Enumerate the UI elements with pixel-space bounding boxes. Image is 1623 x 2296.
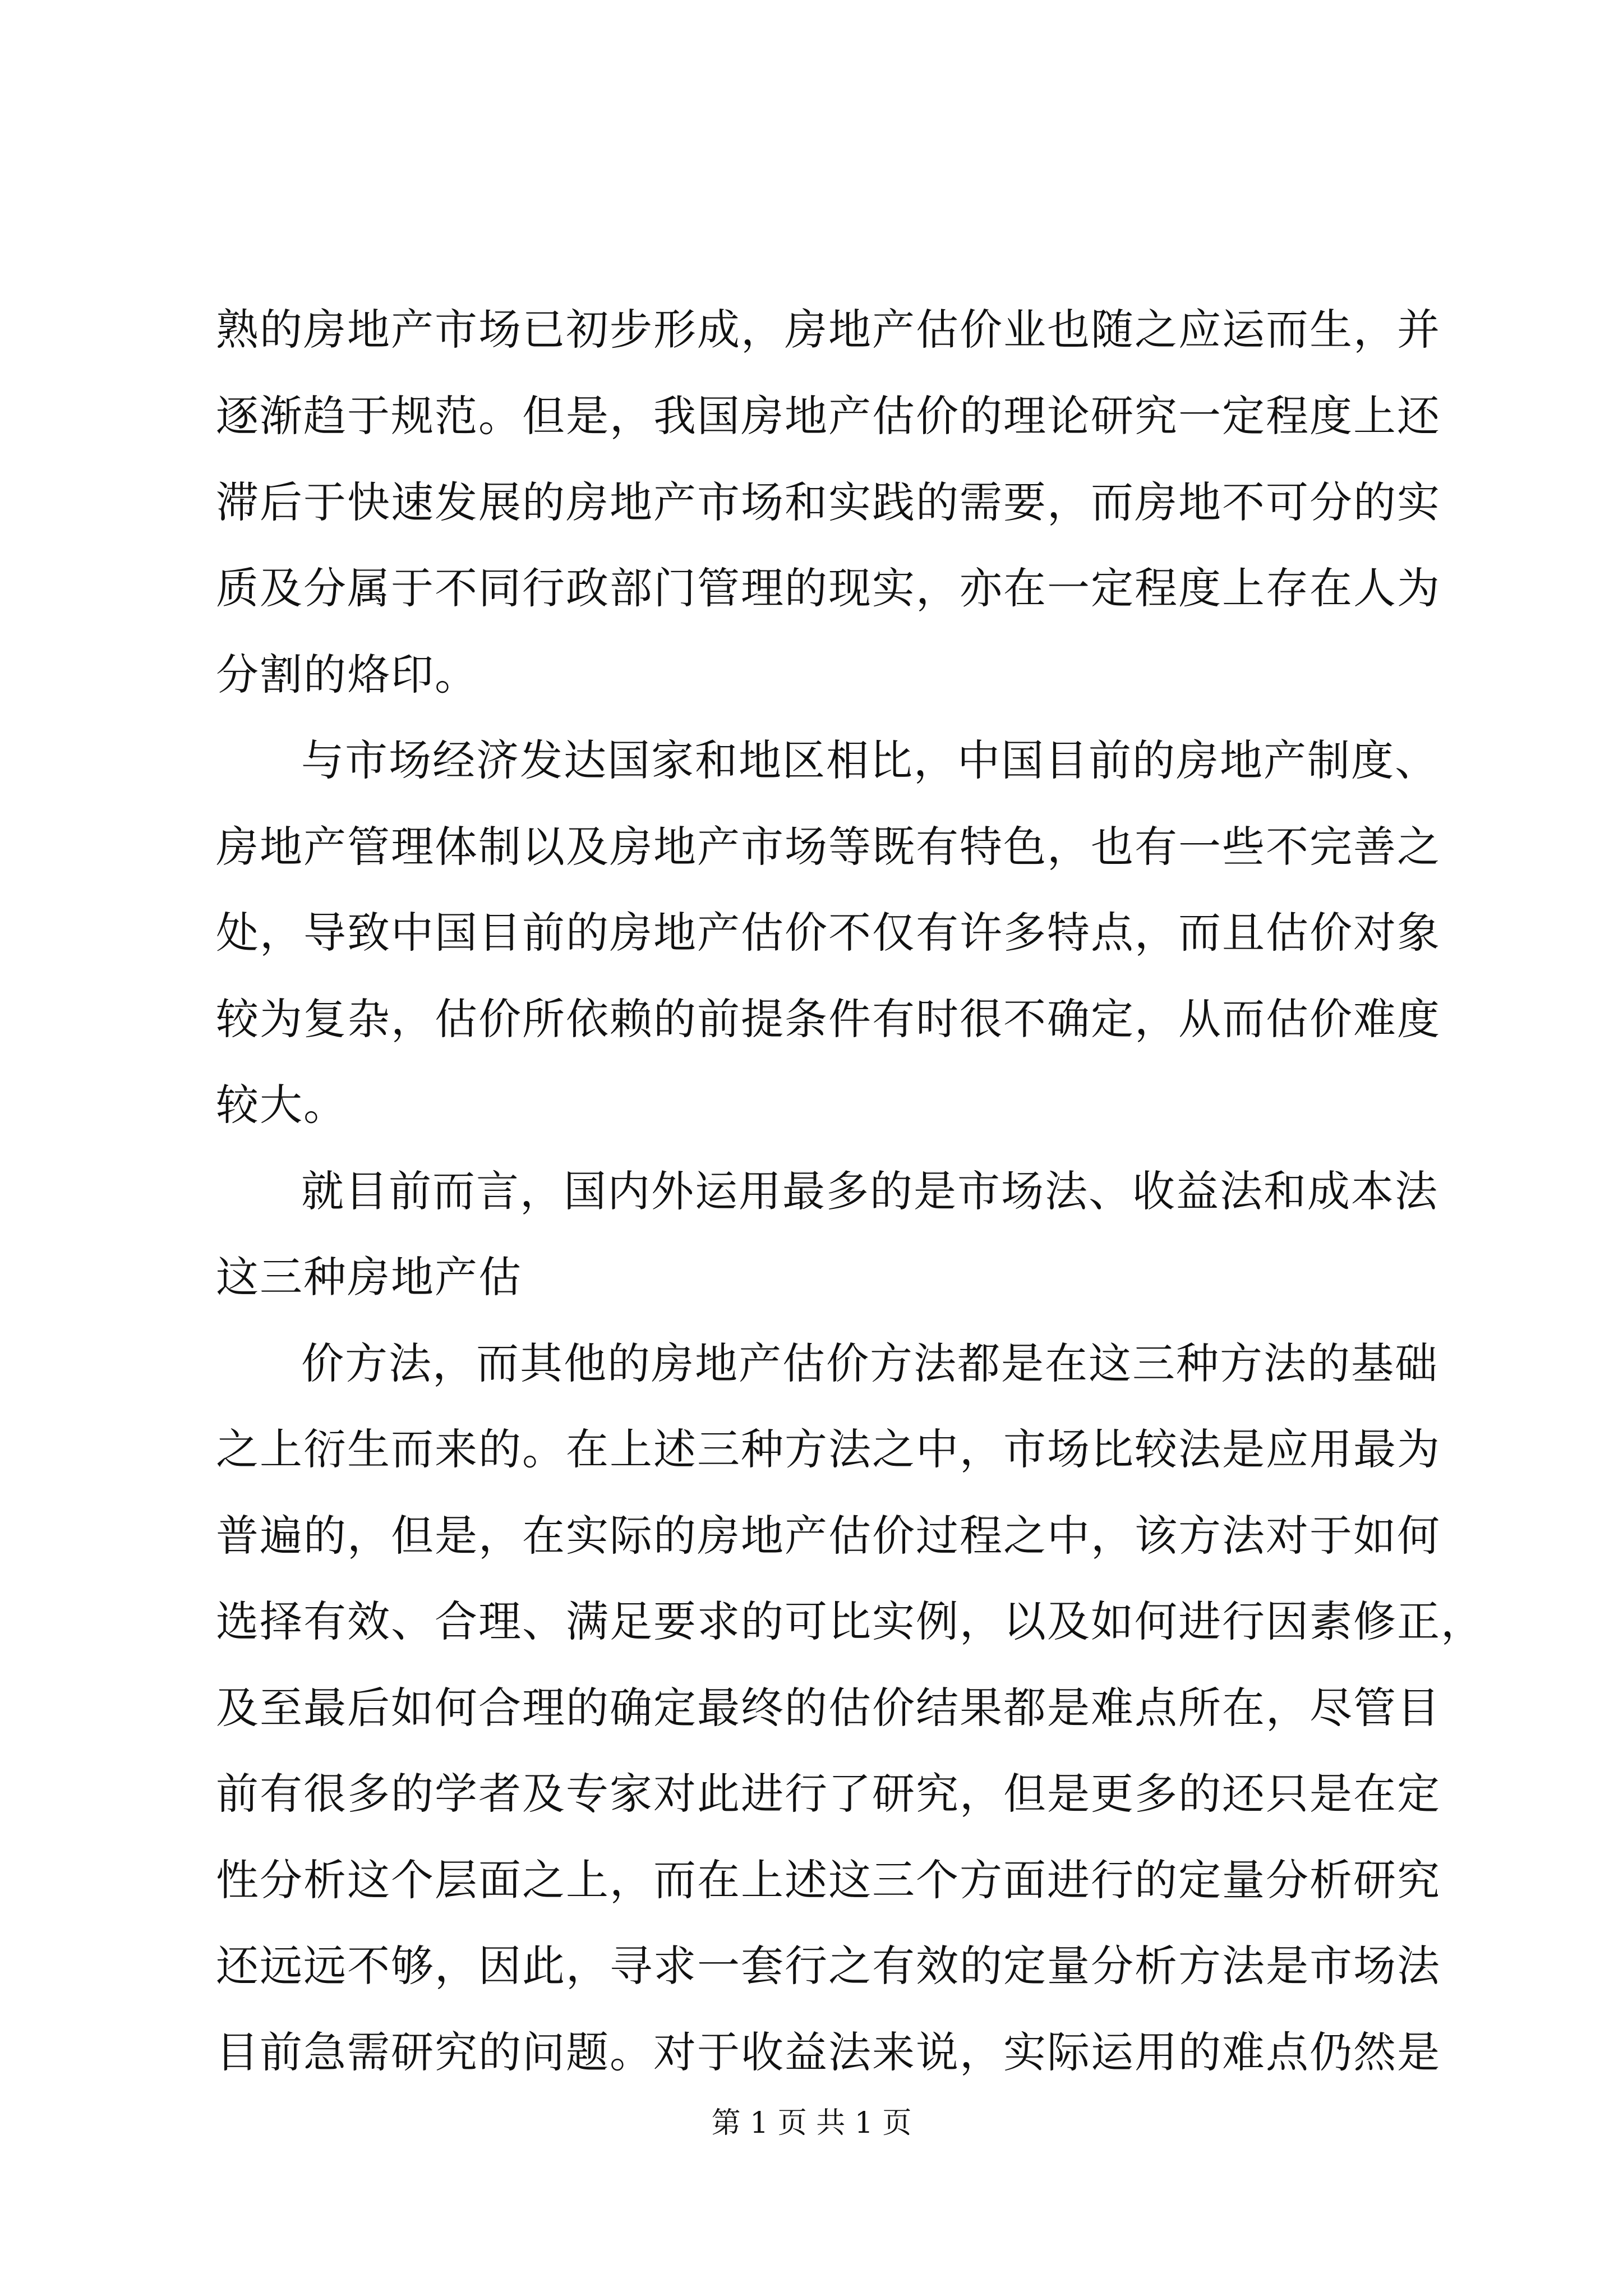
text-line: 性分析这个层面之上，而在上述这三个方面进行的定量分析研究 [216,1855,1441,1905]
text-line: 还远远不够，因此，寻求一套行之有效的定量分析方法是市场法 [216,1941,1441,1991]
paragraph-first-line: 就目前而言，国内外运用最多的是市场法、收益法和成本法 [301,1166,1438,1216]
text-line: 之上衍生而来的。在上述三种方法之中，市场比较法是应用最为 [216,1424,1441,1474]
text-line: 处，导致中国目前的房地产估价不仅有许多特点，而且估价对象 [216,908,1441,958]
text-line: 滞后于快速发展的房地产市场和实践的需要，而房地不可分的实 [216,477,1441,527]
text-line: 逐渐趋于规范。但是，我国房地产估价的理论研究一定程度上还 [216,391,1441,441]
text-line: 较大。 [216,1080,347,1130]
text-line: 目前急需研究的问题。对于收益法来说，实际运用的难点仍然是 [216,2027,1441,2077]
text-line: 质及分属于不同行政部门管理的现实，亦在一定程度上存在人为 [216,563,1441,613]
text-line: 分割的烙印。 [216,650,478,700]
text-line: 这三种房地产估 [216,1252,522,1302]
page-footer: 第 1 页 共 1 页 [711,2106,912,2140]
text-line: 选择有效、合理、满足要求的可比实例，以及如何进行因素修正， [216,1596,1484,1646]
text-line: 熟的房地产市场已初步形成，房地产估价业也随之应运而生，并 [216,305,1441,355]
text-line: 普遍的，但是，在实际的房地产估价过程之中，该方法对于如何 [216,1511,1441,1561]
paragraph-first-line: 价方法，而其他的房地产估价方法都是在这三种方法的基础 [301,1338,1438,1388]
paragraph-first-line: 与市场经济发达国家和地区相比，中国目前的房地产制度、 [301,735,1438,785]
text-line: 及至最后如何合理的确定最终的估价结果都是难点所在，尽管目 [216,1683,1441,1733]
text-line: 房地产管理体制以及房地产市场等既有特色，也有一些不完善之 [216,822,1441,872]
text-line: 前有很多的学者及专家对此进行了研究，但是更多的还只是在定 [216,1769,1441,1819]
text-line: 较为复杂，估价所依赖的前提条件有时很不确定，从而估价难度 [216,994,1441,1044]
